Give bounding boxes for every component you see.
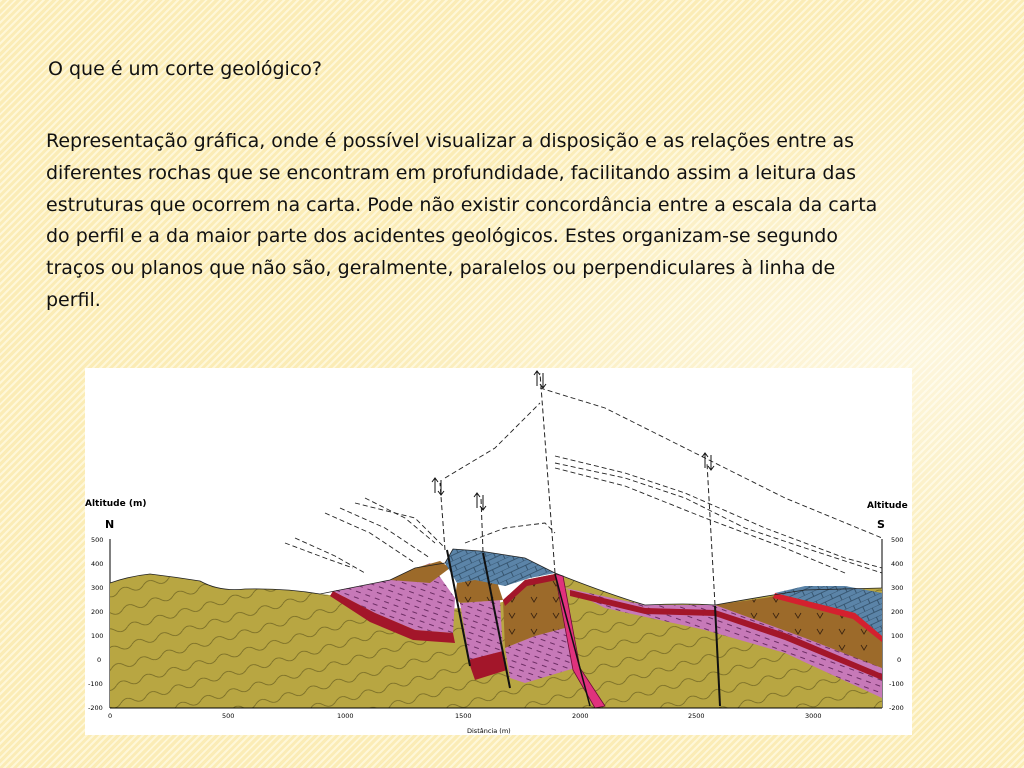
y-tick-left: 400 [91, 560, 104, 568]
x-tick: 500 [222, 712, 235, 720]
y-tick-right: 500 [891, 536, 904, 544]
eroded-layer-traces [285, 388, 882, 573]
x-axis [108, 708, 882, 735]
x-axis-title: Distância (m) [467, 727, 511, 735]
cross-section-svg [85, 368, 912, 735]
south-label: S [877, 518, 885, 531]
fault-movement-arrows [432, 371, 714, 510]
right-axis-title: Altitude [867, 501, 908, 511]
y-tick-right: 100 [891, 632, 904, 640]
x-tick: 1500 [455, 712, 472, 720]
y-tick-right: -100 [889, 680, 904, 688]
y-tick-right: 200 [891, 608, 904, 616]
x-tick: 0 [108, 712, 113, 720]
geological-cross-section [85, 368, 912, 735]
y-tick-left: -100 [88, 680, 103, 688]
x-tick: 2500 [688, 712, 705, 720]
slide-title: O que é um corte geológico? [48, 58, 322, 80]
y-tick-left: -200 [88, 704, 103, 712]
y-tick-left: 500 [91, 536, 104, 544]
slide-paragraph: Representação gráfica, onde é possível visualizar a disposição e as relações entre as diferentes rochas que se encontram em profundidade, facilitando assim a leitura das estruturas que ocorrem na carta. Pode não existir concordância entre a escala da carta do perfil e a da maior parte dos acidentes geológicos. Estes organizam-se segundo traços ou planos que não são, geralmente, paralelos ou perpendiculares à linha de perfil. [46, 130, 878, 311]
y-tick-right: -200 [889, 704, 904, 712]
y-tick-left: 200 [91, 608, 104, 616]
y-tick-left: 100 [91, 632, 104, 640]
x-tick: 3000 [805, 712, 822, 720]
x-tick: 1000 [337, 712, 354, 720]
north-label: N [105, 518, 115, 531]
y-tick-right: 0 [897, 656, 902, 664]
x-tick: 2000 [572, 712, 589, 720]
y-tick-right: 300 [891, 584, 904, 592]
y-tick-right: 400 [891, 560, 904, 568]
left-axis-title: Altitude (m) [85, 499, 147, 509]
y-tick-left: 0 [97, 656, 102, 664]
y-tick-left: 300 [91, 584, 104, 592]
